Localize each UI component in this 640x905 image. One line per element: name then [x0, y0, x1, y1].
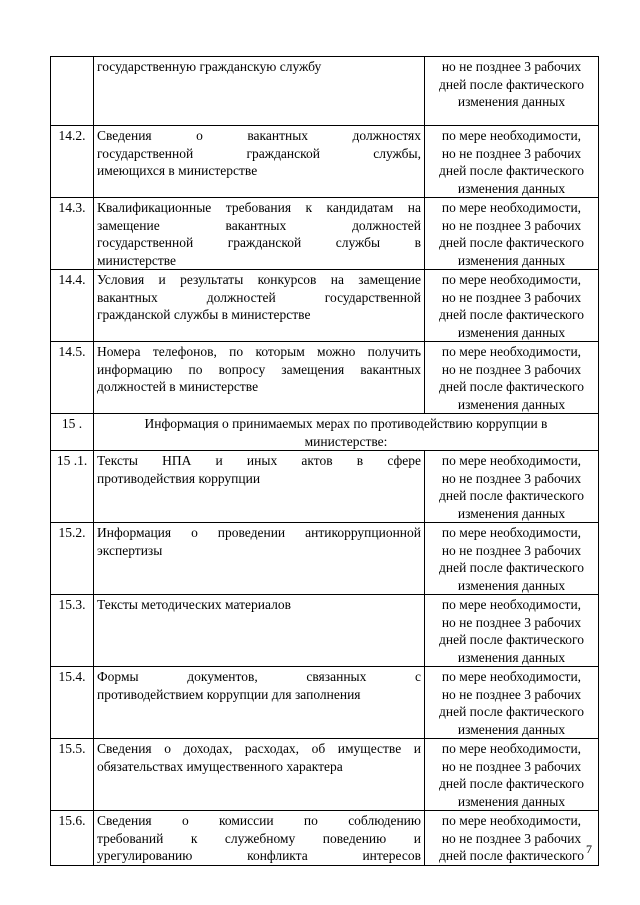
row-number: 14.3.	[51, 198, 94, 270]
section-title: Информация о принимаемых мерах по противодействию коррупции в министерстве:	[94, 414, 599, 451]
row-description: Номера телефонов, по которым можно получить информацию по вопросу замещения вакантных должностей в министерстве	[94, 342, 425, 414]
table-row	[51, 811, 599, 866]
table-row	[51, 667, 599, 739]
table-row	[51, 523, 599, 595]
row-number: 15.3.	[51, 595, 94, 667]
row-description: Квалификационные требования к кандидатам на замещение вакантных должностей государственной гражданской службы в министерстве	[94, 198, 425, 270]
table-row	[51, 739, 599, 811]
table-row	[51, 451, 599, 523]
row-term: по мере необходимости, но не позднее 3 рабочих дней после фактического изменения данных	[425, 198, 599, 270]
row-number: 14.4.	[51, 270, 94, 342]
table-row	[51, 57, 599, 126]
row-term: по мере необходимости, но не позднее 3 рабочих дней после фактического изменения данных	[425, 270, 599, 342]
row-description: Сведения о вакантных должностях государственной гражданской службы, имеющихся в министерстве	[94, 126, 425, 198]
row-term: по мере необходимости, но не позднее 3 рабочих дней после фактического изменения данных	[425, 451, 599, 523]
row-description: Сведения о доходах, расходах, об имуществе и обязательствах имущественного характера	[94, 739, 425, 811]
row-number: 15.5.	[51, 739, 94, 811]
row-number: 15.6.	[51, 811, 94, 866]
table-row	[51, 342, 599, 414]
row-term: по мере необходимости, но не позднее 3 рабочих дней после фактического изменения данных	[425, 739, 599, 811]
page-number: 7	[586, 842, 592, 856]
row-number	[51, 57, 94, 126]
row-description: Тексты методических материалов	[94, 595, 425, 667]
row-number: 15 .1.	[51, 451, 94, 523]
row-description: Формы документов, связанных с противодействием коррупции для заполнения	[94, 667, 425, 739]
info-table	[50, 56, 599, 866]
row-description: Сведения о комиссии по соблюдению требований к служебному поведению и урегулированию конфликта интересов	[94, 811, 425, 866]
row-term: по мере необходимости, но не позднее 3 рабочих дней после фактического изменения данных	[425, 595, 599, 667]
row-description: Информация о проведении антикоррупционной экспертизы	[94, 523, 425, 595]
section-row	[51, 414, 599, 451]
row-term: но не позднее 3 рабочих дней после фактического изменения данных	[425, 57, 599, 126]
row-description: Тексты НПА и иных актов в сфере противодействия коррупции	[94, 451, 425, 523]
row-term: по мере необходимости, но не позднее 3 рабочих дней после фактического	[425, 811, 599, 866]
row-number: 14.2.	[51, 126, 94, 198]
row-number: 14.5.	[51, 342, 94, 414]
table-row	[51, 198, 599, 270]
table-row	[51, 126, 599, 198]
row-term: по мере необходимости, но не позднее 3 рабочих дней после фактического изменения данных	[425, 342, 599, 414]
table-row	[51, 595, 599, 667]
row-description: государственную гражданскую службу	[94, 57, 425, 126]
row-description: Условия и результаты конкурсов на замещение вакантных должностей государственной гражданской службы в министерстве	[94, 270, 425, 342]
row-term: по мере необходимости, но не позднее 3 рабочих дней после фактического изменения данных	[425, 126, 599, 198]
row-term: по мере необходимости, но не позднее 3 рабочих дней после фактического изменения данных	[425, 667, 599, 739]
section-number: 15 .	[51, 414, 94, 451]
row-number: 15.2.	[51, 523, 94, 595]
row-term: по мере необходимости, но не позднее 3 рабочих дней после фактического изменения данных	[425, 523, 599, 595]
table-row	[51, 270, 599, 342]
row-number: 15.4.	[51, 667, 94, 739]
